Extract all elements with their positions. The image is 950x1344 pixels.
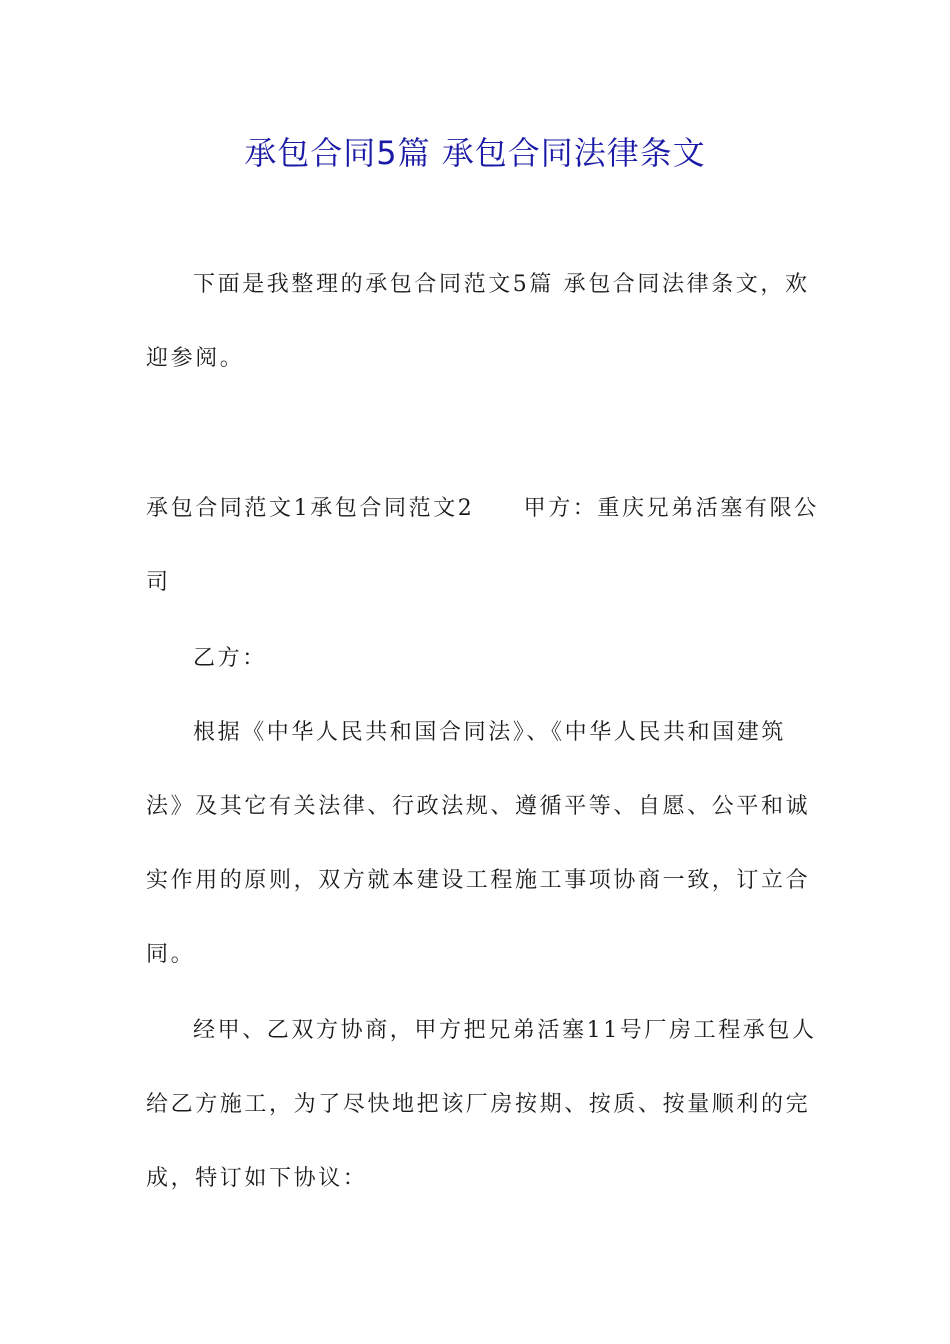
text-line: 根据《中华人民共和国合同法》、《中华人民共和国建筑 [193, 720, 787, 745]
text-line: 乙方： [193, 646, 267, 671]
text-line: 同。 [146, 942, 196, 967]
text-line: 法》及其它有关法律、行政法规、遵循平等、自愿、公平和诚 [146, 794, 811, 819]
text-line: 给乙方施工，为了尽快地把该厂房按期、按质、按量顺利的完 [146, 1092, 811, 1117]
document-title: 承包合同5篇 承包合同法律条文 [244, 134, 706, 172]
party-a-paragraph [146, 472, 819, 620]
text-line: 承包合同范文1承包合同范文2 甲方：重庆兄弟活塞有限公 [146, 496, 819, 521]
text-line: 实作用的原则，双方就本建设工程施工事项协商一致，订立合 [146, 868, 811, 893]
text-line: 迎参阅。 [146, 346, 245, 371]
party-b-paragraph [146, 622, 808, 696]
text-line: 司 [146, 570, 171, 595]
intro-paragraph [146, 248, 808, 396]
text-line: 经甲、乙双方协商，甲方把兄弟活塞11号厂房工程承包人 [193, 1018, 817, 1043]
legal-basis-paragraph [146, 696, 811, 992]
text-line: 成，特订如下协议： [146, 1166, 368, 1191]
agreement-paragraph [146, 994, 817, 1216]
text-line: 下面是我整理的承包合同范文5篇 承包合同法律条文，欢 [193, 272, 810, 297]
